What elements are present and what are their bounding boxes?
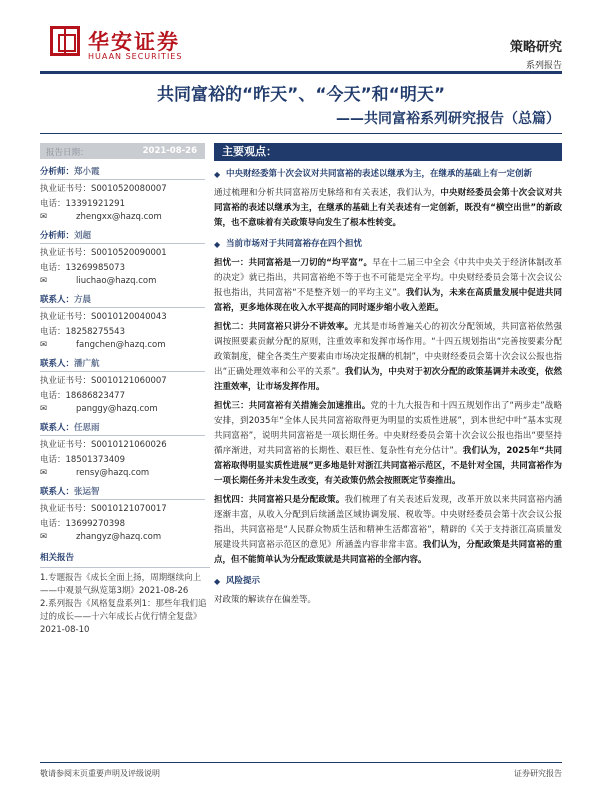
- mail-icon: ✉: [40, 275, 48, 286]
- footer-label: 证券研究报告: [514, 769, 562, 778]
- analyst-phone: 电话：18501373409: [40, 454, 125, 465]
- main-content: [214, 143, 562, 608]
- logo-english: HUAAN SECURITIES: [88, 52, 183, 61]
- analyst-heading: 分析师：郑小霞: [40, 163, 205, 180]
- mail-icon: ✉: [40, 467, 48, 478]
- report-date-bar: [40, 143, 205, 159]
- analyst-block: [40, 163, 205, 223]
- analyst-heading: 联系人：任思雨: [40, 419, 205, 436]
- analyst-email[interactable]: ✉ panggy@hazq.com: [40, 403, 158, 414]
- analyst-phone: 电话：13269985073: [40, 262, 125, 273]
- section-heading: 主要观点：: [214, 143, 562, 161]
- mail-icon: ✉: [40, 531, 48, 542]
- paragraph: 通过梳理和分析共同富裕历史脉络和有关表述，我们认为，中央财经委员会第十次会议对共同富裕的表述以继承为主，在继承的基础上有关表述有一定创新，既没有“横空出世”的新政策，也不意味着有关政策导向发生了根本性转变。: [214, 188, 562, 228]
- analyst-cert: 执业证书号：S0010520090001: [40, 247, 167, 258]
- logo-text: 华安证券: [88, 30, 180, 54]
- analyst-phone: 电话：18258275543: [40, 326, 125, 337]
- related-heading: 相关报告: [40, 552, 210, 568]
- paragraph: 担忧二：共同富裕只讲分不讲效率。尤其是市场普遍关心的初次分配领域，共同富裕依然强调按照要素贡献分配的原则，注重效率和发挥市场作用。“十四五规划指出“完善按要素分配政策制度，健全各类生产要素由市场决定报酬的机制”，中央财经委员会第十次会议公报也指出“正确处理效率和公平的关系”。我们认为，中央对于初次分配的政策基调并未改变，依然注重效率，让市场发挥作用。: [214, 322, 562, 392]
- logo-mark: [50, 26, 80, 56]
- analyst-email[interactable]: ✉ fangchen@hazq.com: [40, 339, 166, 350]
- report-category: 策略研究: [509, 40, 562, 55]
- sidebar: [40, 143, 205, 543]
- key-point: ◆ 中央财经委第十次会议对共同富裕的表述以继承为主，在继承的基础上有一定创新: [214, 167, 562, 182]
- analyst-phone: 电话：13699270398: [40, 518, 125, 529]
- analyst-block: [40, 483, 205, 543]
- paragraph: 担忧三：共同富裕有关措施会加速推出。党的十九大报告和十四五规划作出了“两步走”战略安排，到2035年“全体人民共同富裕取得更为明显的实质性进展”，到本世纪中叶“基本实现共同富裕”，说明共同富裕是一项长期任务。中央财经委员会第十次会议公报也指出“要坚持循序渐进，对共同富裕的长期性、艰巨性、复杂性有充分估计”。我们认为，2025年“共同富裕取得明显实质性进展”更多地是针对浙江共同富裕示范区，不是针对全国，共同富裕作为一项长期任务并未发生改变，有关政策仍然会按照既定节奏推出。: [214, 401, 562, 486]
- analyst-cert: 执业证书号：S0010121060007: [40, 375, 167, 386]
- mail-icon: ✉: [40, 211, 48, 222]
- risk-text: 对政策的解读存在偏差等。: [214, 595, 317, 605]
- header-rule: [40, 71, 562, 74]
- analyst-cert: 执业证书号：S0010121070017: [40, 503, 167, 514]
- report-subcategory: 系列报告: [525, 61, 562, 71]
- mail-icon: ✉: [40, 339, 48, 350]
- title-rule: [40, 133, 562, 134]
- analyst-email[interactable]: ✉ liuchao@hazq.com: [40, 275, 157, 286]
- related-report-item[interactable]: 1.专题报告《成长全面上扬，周期继续向上——中观景气纵览第3期》2021-08-26: [40, 573, 202, 596]
- page-subtitle: ——共同富裕系列研究报告（总篇）: [336, 111, 560, 127]
- risk-heading: ◆ 风险提示: [214, 574, 562, 589]
- paragraph: 担忧一：共同富裕是一刀切的“均平富”。早在十二届三中全会《中共中央关于经济体制改革的决定》就已指出，共同富裕绝不等于也不可能是完全平均。中央财经委员会第十次会议公报也指出，共同富裕“不是整齐划一的平均主义”。我们认为，未来在高质量发展中促进共同富裕，更多地体现在收入水平提高的同时逐步缩小收入差距。: [214, 258, 562, 313]
- analyst-block: [40, 355, 205, 415]
- footer-disclaimer: 敬请参阅末页重要声明及评级说明: [40, 769, 160, 778]
- page-title: 共同富裕的“昨天”、“今天”和“明天”: [156, 85, 446, 105]
- analyst-heading: 联系人：潘广航: [40, 355, 205, 372]
- analyst-cert: 执业证书号：S0010121060026: [40, 439, 167, 450]
- analyst-phone: 电话：13391921291: [40, 198, 125, 209]
- analyst-email[interactable]: ✉ zhengxx@hazq.com: [40, 211, 162, 222]
- analyst-email[interactable]: ✉ rensy@hazq.com: [40, 467, 150, 478]
- analyst-heading: 联系人：张运智: [40, 483, 205, 500]
- analyst-heading: 分析师：刘超: [40, 227, 205, 244]
- key-point: ◆ 当前市场对于共同富裕存在四个担忧: [214, 237, 562, 252]
- analyst-block: [40, 227, 205, 287]
- date-value: 2021-08-26: [142, 146, 197, 156]
- analyst-cert: 执业证书号：S0010520080007: [40, 183, 167, 194]
- analyst-heading: 联系人：方晨: [40, 291, 205, 308]
- analyst-block: [40, 419, 205, 479]
- related-reports: [40, 552, 210, 637]
- paragraph: 担忧四：共同富裕只是分配政策。我们梳理了有关表述后发现，改革开放以来共同富裕内涵逐渐丰富，从收入分配到后续涵盖区域协调发展、税收等。中央财经委员会第十次会议公报指出，共同富裕是“人民群众物质生活和精神生活都富裕”，精辟的《关于支持浙江高质量发展建设共同富裕示范区的意见》所涵盖内容非常丰富。我们认为，分配政策是共同富裕的重点，但不能简单认为分配政策就是共同富裕的全部内容。: [214, 495, 562, 565]
- analyst-block: [40, 291, 205, 351]
- mail-icon: ✉: [40, 403, 48, 414]
- analyst-phone: 电话：18686823477: [40, 390, 125, 401]
- related-report-item[interactable]: 2.系列报告《风格复盘系列1：那些年我们追过的成长——十六年成长占优行情全复盘》2021-08-10: [40, 599, 207, 635]
- footer-rule: [40, 762, 562, 763]
- analyst-cert: 执业证书号：S0010120040043: [40, 311, 167, 322]
- date-label: 报告日期：: [46, 148, 89, 158]
- analyst-email[interactable]: ✉ zhangyz@hazq.com: [40, 531, 162, 542]
